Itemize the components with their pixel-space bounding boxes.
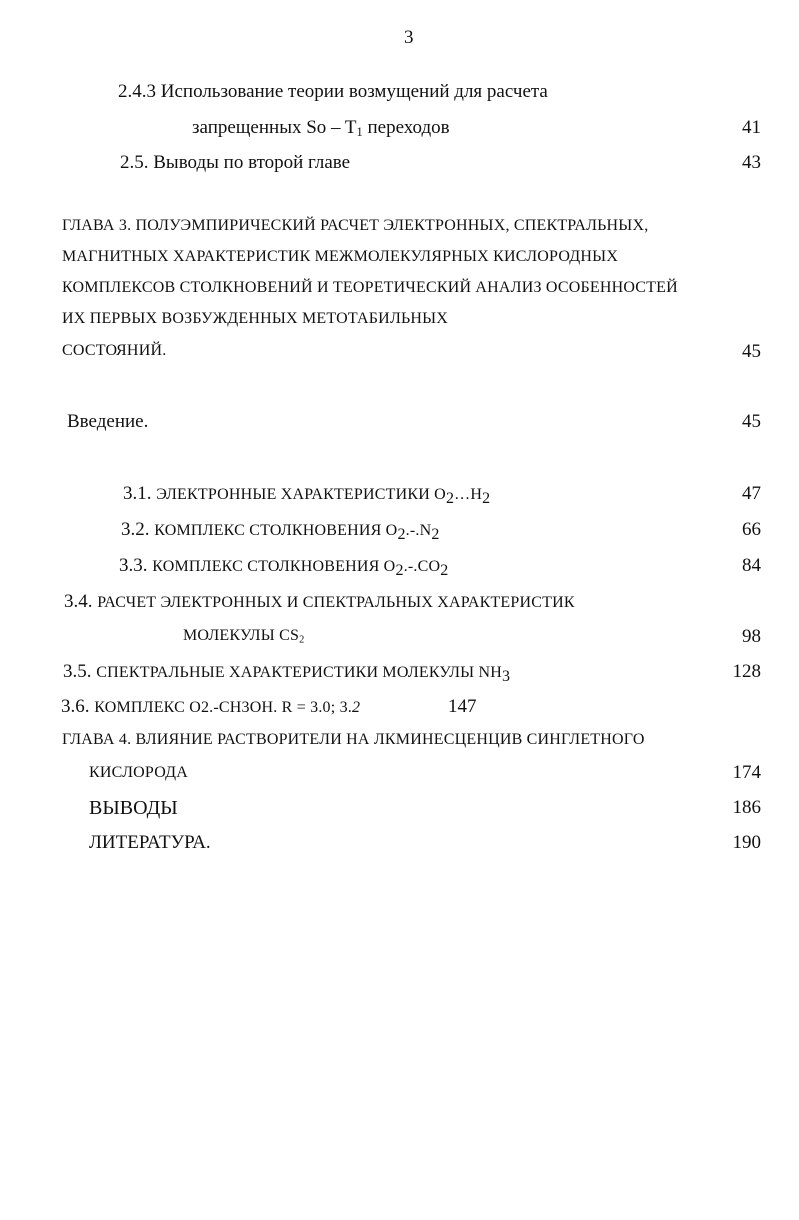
toc-entry-2-4-3-line2 <box>192 117 450 140</box>
section-title: КОМПЛЕКС СТОЛКНОВЕНИЯ O <box>152 558 396 575</box>
toc-page-conclusions: 186 <box>732 797 761 818</box>
subscript: 2 <box>431 526 440 543</box>
toc-entry-3-6 <box>61 697 360 716</box>
section-number: 3.3. <box>119 555 153 576</box>
toc-page-3-4: 98 <box>742 626 761 647</box>
toc-page-3-2: 66 <box>742 519 761 540</box>
toc-entry-3-1 <box>123 483 491 507</box>
toc-page-chapter-4: 174 <box>732 762 761 783</box>
toc-entry-3-4-line2 <box>183 628 304 644</box>
section-number: 3.5. <box>63 661 97 682</box>
toc-entry-3-4-line1 <box>64 592 575 611</box>
subscript: 3 <box>502 668 511 685</box>
chapter-3-title-line5: СОСТОЯНИЙ. <box>62 342 167 359</box>
section-title: СПЕКТРАЛЬНЫЕ ХАРАКТЕРИСТИКИ МОЛЕКУЛЫ NH <box>96 664 503 681</box>
toc-page-chapter-3: 45 <box>742 341 761 362</box>
subscript: 2 <box>395 562 404 579</box>
section-number: 3.4. <box>64 591 98 612</box>
subscript: 2 <box>482 490 491 507</box>
page-number: 3 <box>404 27 414 48</box>
toc-entry-3-2 <box>121 519 440 543</box>
toc-page-2-5: 43 <box>742 152 761 173</box>
toc-page-3-3: 84 <box>742 555 761 576</box>
subscript: 2 <box>299 634 305 646</box>
subscript: 1 <box>356 125 363 140</box>
section-title-cont: .-.N <box>405 522 432 539</box>
section-title: РАСЧЕТ ЭЛЕКТРОННЫХ И СПЕКТРАЛЬНЫХ ХАРАКТЕРИСТИК <box>97 594 575 611</box>
chapter-3-title-line4: ИХ ПЕРВЫХ ВОЗБУЖДЕННЫХ МЕТОТАБИЛЬНЫХ <box>62 310 449 327</box>
toc-entry-literature: ЛИТЕРАТУРА. <box>89 832 211 853</box>
section-title: КОМПЛЕКС O2.-CH3OH. R = 3.0; 3. <box>94 699 352 716</box>
subscript: 2 <box>445 490 455 507</box>
toc-entry-3-3 <box>119 555 449 579</box>
toc-entry-3-5 <box>63 661 511 685</box>
section-number: 3.1. <box>123 483 157 504</box>
toc-page-literature: 190 <box>732 832 761 853</box>
section-title-italic: 2 <box>352 699 361 716</box>
subscript: 2 <box>440 562 449 579</box>
section-title: КОМПЛЕКС СТОЛКНОВЕНИЯ O <box>154 522 398 539</box>
toc-entry-2-4-3-text-end: переходов <box>362 117 450 138</box>
section-title-cont: …H <box>454 486 483 503</box>
chapter-3-title-line1: ГЛАВА 3. ПОЛУЭМПИРИЧЕСКИЙ РАСЧЕТ ЭЛЕКТРОННЫХ, СПЕКТРАЛЬНЫХ, <box>62 217 649 234</box>
toc-page-3-6: 147 <box>448 696 477 717</box>
toc-entry-conclusions: ВЫВОДЫ <box>89 797 178 819</box>
toc-page-3-5: 128 <box>732 661 761 682</box>
toc-entry-introduction: Введение. <box>67 411 149 432</box>
toc-entry-2-4-3-text: запрещенных So – T <box>192 117 357 138</box>
chapter-4-title-line1: ГЛАВА 4. ВЛИЯНИЕ РАСТВОРИТЕЛИ НА ЛКМИНЕСЦЕНЦИВ СИНГЛЕТНОГО <box>62 731 645 748</box>
chapter-3-title-line3: КОМПЛЕКСОВ СТОЛКНОВЕНИЙ И ТЕОРЕТИЧЕСКИЙ АНАЛИЗ ОСОБЕННОСТЕЙ <box>62 279 678 296</box>
section-number: 3.6. <box>61 696 95 717</box>
section-title: ЭЛЕКТРОННЫЕ ХАРАКТЕРИСТИКИ O <box>156 486 446 503</box>
toc-entry-2-4-3-line1: 2.4.3 Использование теории возмущений для расчета <box>118 81 548 102</box>
toc-entry-2-5: 2.5. Выводы по второй главе <box>120 152 351 173</box>
section-number: 3.2. <box>121 519 155 540</box>
subscript: 2 <box>397 526 406 543</box>
toc-page-2-4-3: 41 <box>742 117 761 138</box>
chapter-3-title-line2: МАГНИТНЫХ ХАРАКТЕРИСТИК МЕЖМОЛЕКУЛЯРНЫХ КИСЛОРОДНЫХ <box>62 248 619 265</box>
toc-page-3-1: 47 <box>742 483 761 504</box>
section-title-cont: МОЛЕКУЛЫ CS <box>183 627 300 644</box>
chapter-4-title-line2: КИСЛОРОДА <box>89 764 189 781</box>
toc-page-introduction: 45 <box>742 411 761 432</box>
section-title-cont: .-.CO <box>403 558 441 575</box>
